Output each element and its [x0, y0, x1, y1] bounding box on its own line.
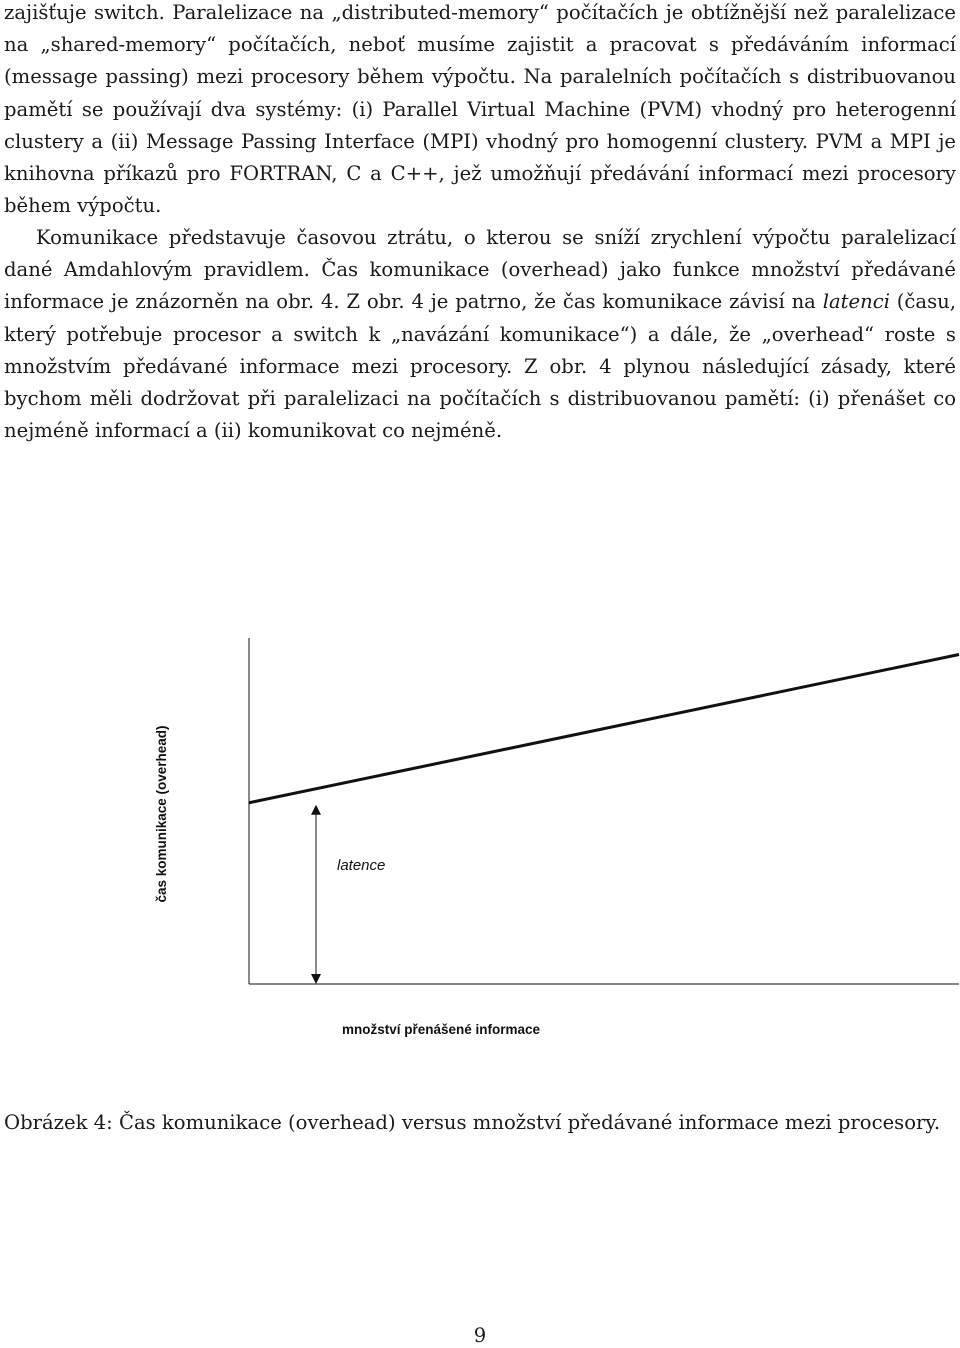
latency-term: latenci [822, 290, 890, 314]
x-axis-label: množství přenášené informace [341, 1022, 541, 1037]
figure-caption: Obrázek 4: Čas komunikace (overhead) versus množství předávané informace mezi procesory. [4, 1111, 941, 1134]
figure-4 [0, 620, 960, 1040]
y-axis-label: čas komunikace (overhead) [154, 725, 169, 903]
paragraph-text-1: Komunikace představuje časovou ztrátu, o kterou se sníží zrychlení výpočtu paralelizací dané Amdahlovým pravidlem. Čas komunikace (overhead) jako funkce množství předávané informace je znázorněn na obr. 4. Z obr. 4 je patrno, že čas komunikace závisí na [4, 226, 956, 314]
overhead-series-line [249, 654, 959, 802]
page-number: 9 [473, 1324, 487, 1347]
paragraph-text-2: (času, který potřebuje procesor a switch k „navázání komunikace“) a dále, že „overhead“ roste s množstvím předávané informace mezi procesory. Z obr. 4 plynou následující zásady, které bychom měli dodržovat při paralelizaci na počítačích s distribuovanou pamětí: (i) přenášet co nejméně informací a (ii) komunikovat co nejméně. [4, 290, 956, 443]
paragraph-communication [4, 222, 956, 447]
paragraph-parallel-systems: zajišťuje switch. Paralelizace na „distributed-memory“ počítačích je obtížnější než paralelizace na „shared-memory“ počítačích, neboť musíme zajistit a pracovat s předáváním informací (message passing) mezi procesory během výpočtu. Na paralelních počítačích s distribuovanou pamětí se používají dva systémy: (i) Parallel Virtual Machine (PVM) vhodný pro heterogenní clustery a (ii) Message Passing Interface (MPI) vhodný pro homogenní clustery. PVM a MPI je knihovna příkazů pro FORTRAN, C a C++, jež umožňují předávání informací mezi procesory během výpočtu. [4, 1, 956, 218]
latency-label: latence [337, 857, 386, 874]
overhead-chart [0, 620, 960, 1040]
